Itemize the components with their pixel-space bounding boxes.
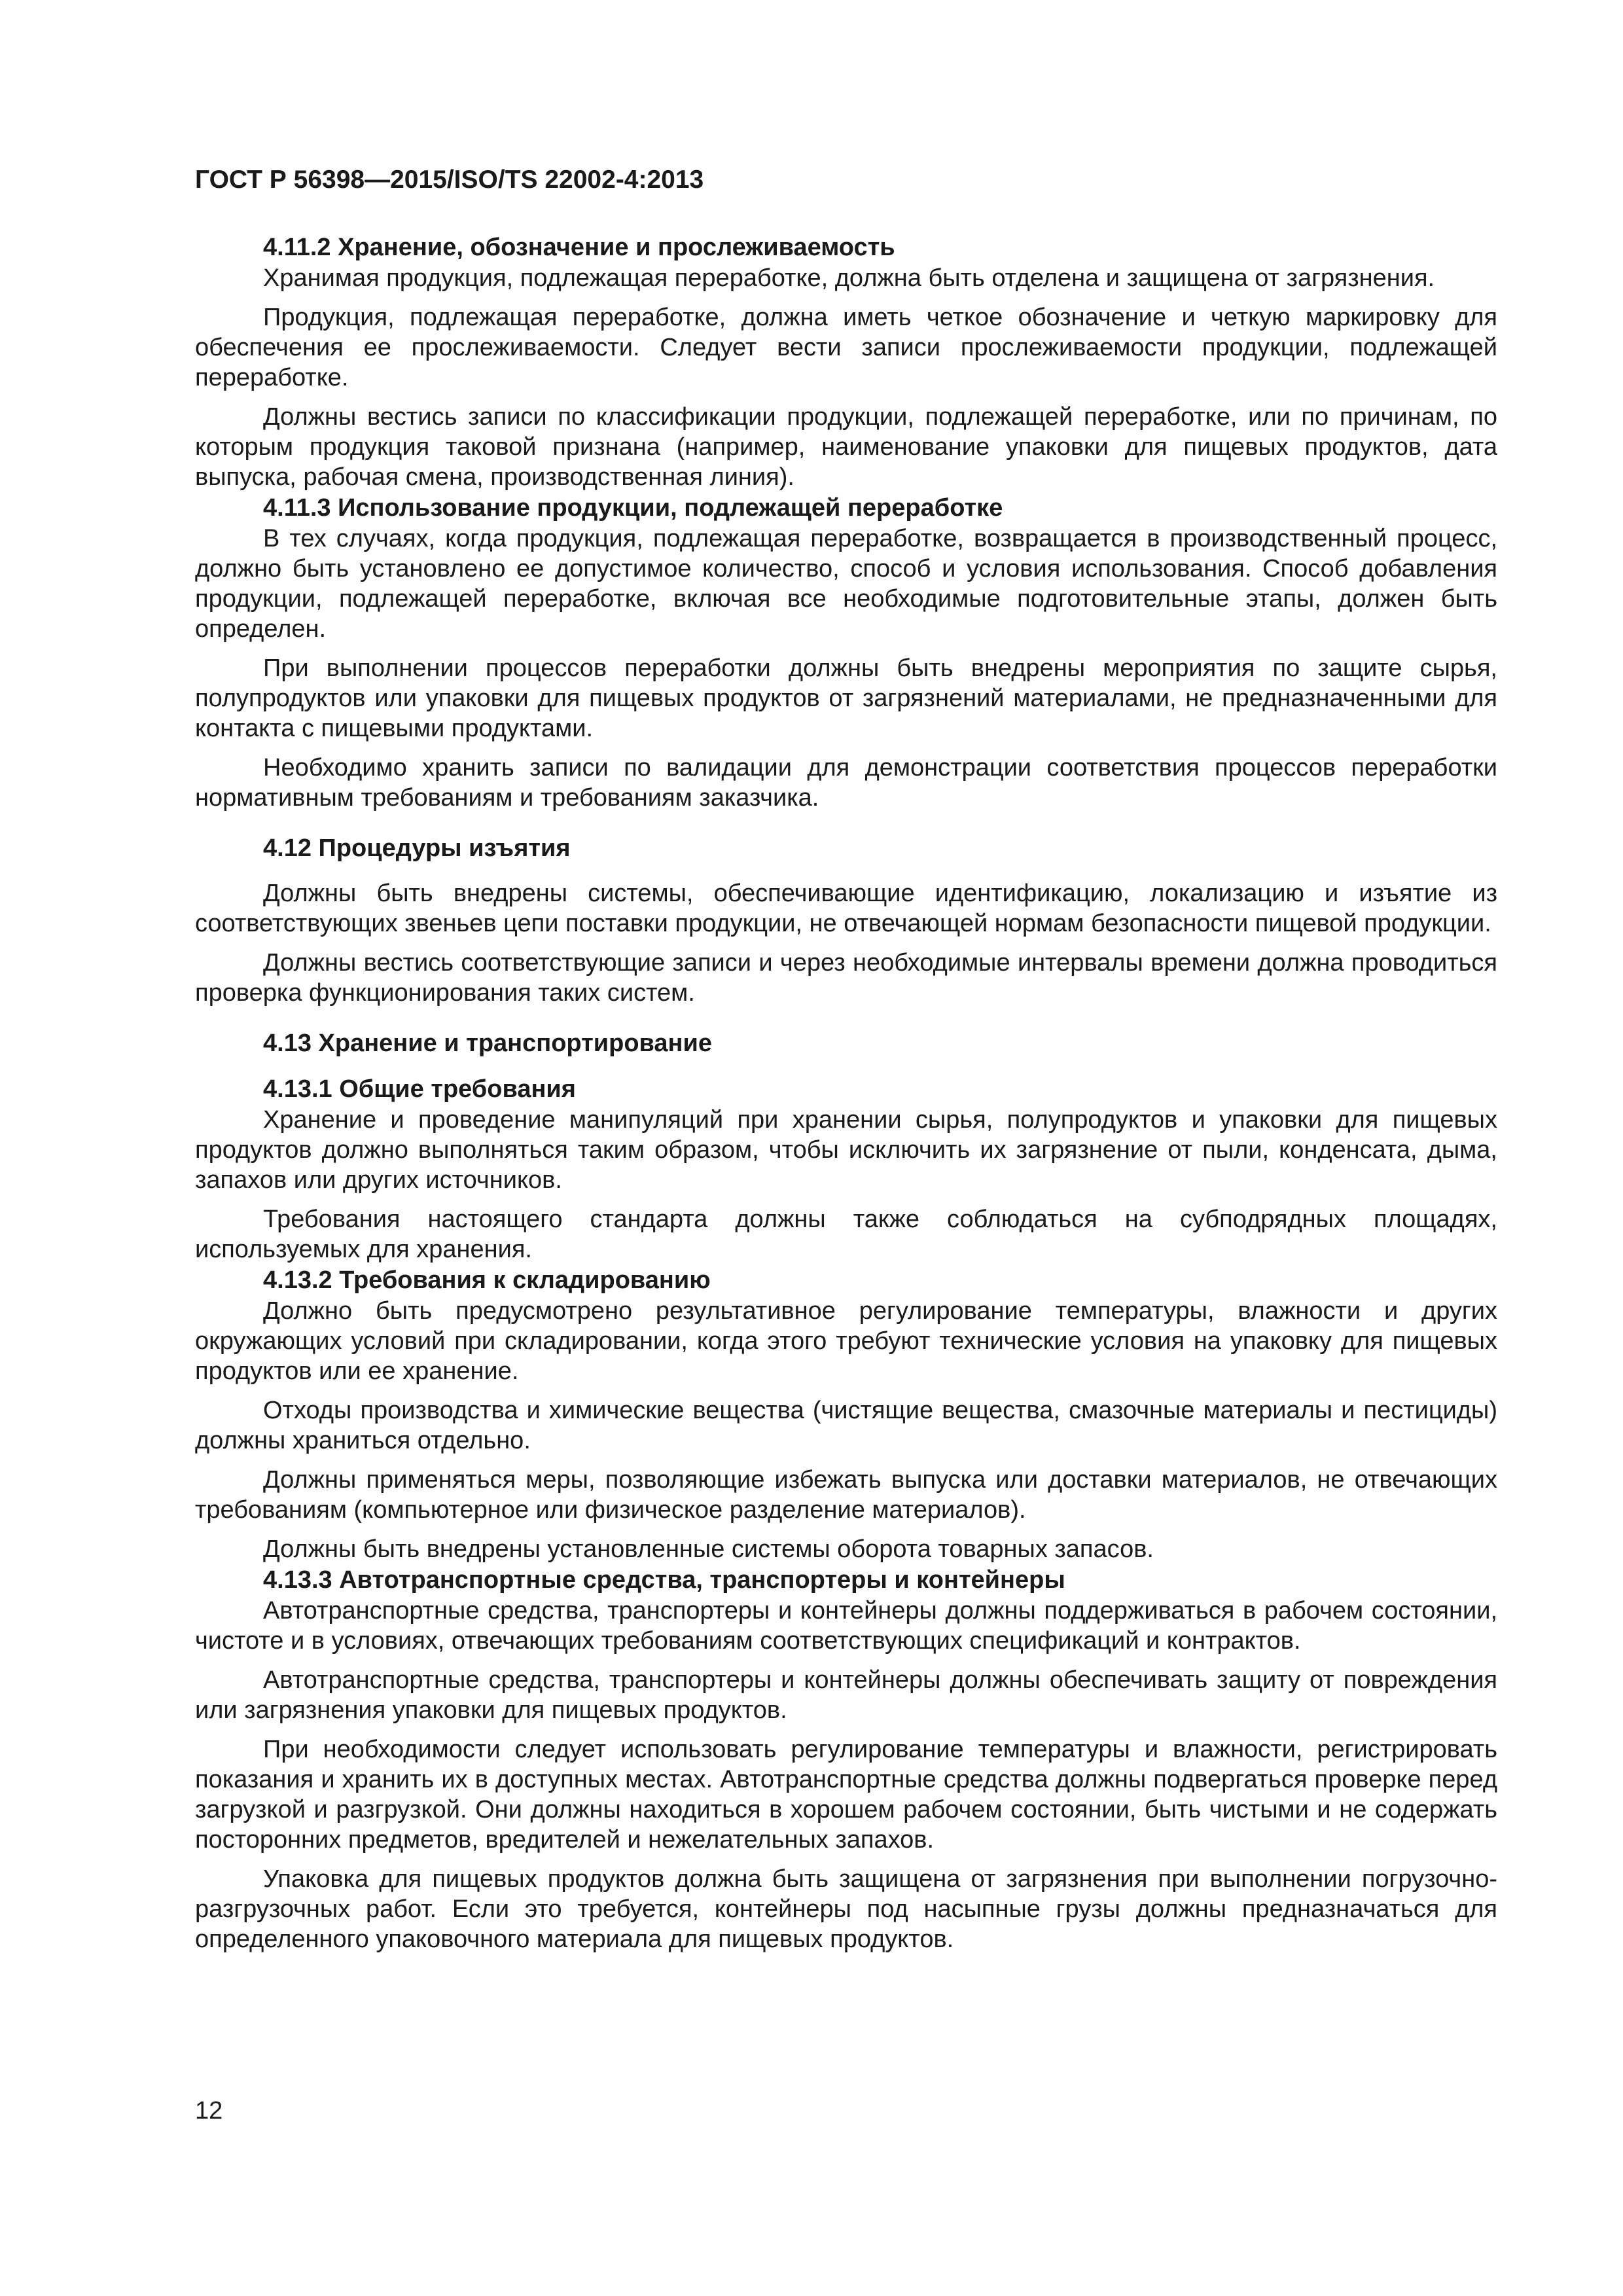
paragraph: Необходимо хранить записи по валидации для демонстрации соответствия процессов переработки нормативным требованиям и требованиям заказчика. bbox=[195, 754, 1497, 812]
paragraph: Должны применяться меры, позволяющие избежать выпуска или доставки материалов, не отвечающих требованиям (компьютерное или физическое разделение материалов). bbox=[195, 1466, 1497, 1524]
paragraph: Должно быть предусмотрено результативное регулирование температуры, влажности и других окружающих условий при складировании, когда этого требуют технические условия на упаковку для пищевых продуктов или ее хранение. bbox=[195, 1297, 1497, 1385]
document-header: ГОСТ Р 56398—2015/ISO/TS 22002-4:2013 bbox=[195, 166, 704, 194]
paragraph: Должны быть внедрены установленные системы оборота товарных запасов. bbox=[263, 1535, 1154, 1563]
document-body bbox=[195, 232, 1497, 1954]
paragraph: Продукция, подлежащая переработке, должна иметь четкое обозначение и четкую маркировку для обеспечения ее прослеживаемости. Следует вести записи прослеживаемости продукции, подлежащей переработке. bbox=[195, 304, 1497, 391]
heading-4-13-3: 4.13.3 Автотранспортные средства, транспортеры и контейнеры bbox=[263, 1566, 1065, 1594]
paragraph: Должны вестись записи по классификации продукции, подлежащей переработке, или по причинам, по которым продукция таковой признана (например, наименование упаковки для пищевых продуктов, дата выпуска, рабочая смена, производственная линия). bbox=[195, 403, 1497, 491]
paragraph: В тех случаях, когда продукция, подлежащая переработке, возвращается в производственный процесс, должно быть установлено ее допустимое количество, способ и условия использования. Способ добавления продукции, подлежащей переработке, включая все необходимые подготовительные этапы, должен быть определен. bbox=[195, 525, 1497, 643]
paragraph: Отходы производства и химические вещества (чистящие вещества, смазочные материалы и пестициды) должны храниться отдельно. bbox=[195, 1397, 1497, 1454]
heading-4-12: 4.12 Процедуры изъятия bbox=[263, 834, 571, 862]
paragraph: При необходимости следует использовать регулирование температуры и влажности, регистрировать показания и хранить их в доступных местах. Автотранспортные средства должны подвергаться проверке перед загрузкой и разгрузкой. Они должны находиться в хорошем рабочем состоянии, быть чистыми и не содержать посторонних предметов, вредителей и нежелательных запахов. bbox=[195, 1736, 1497, 1854]
paragraph: Хранимая продукция, подлежащая переработке, должна быть отделена и защищена от загрязнения. bbox=[263, 264, 1435, 292]
heading-4-11-2: 4.11.2 Хранение, обозначение и прослеживаемость bbox=[263, 234, 895, 261]
paragraph: Должны быть внедрены системы, обеспечивающие идентификацию, локализацию и изъятие из соответствующих звеньев цепи поставки продукции, не отвечающей нормам безопасности пищевой продукции. bbox=[195, 880, 1497, 937]
paragraph: Автотранспортные средства, транспортеры и контейнеры должны обеспечивать защиту от повреждения или загрязнения упаковки для пищевых продуктов. bbox=[195, 1666, 1497, 1724]
heading-4-13: 4.13 Хранение и транспортирование bbox=[263, 1030, 712, 1057]
paragraph: При выполнении процессов переработки должны быть внедрены мероприятия по защите сырья, полупродуктов или упаковки для пищевых продуктов от загрязнений материалами, не предназначенными для контакта с пищевыми продуктами. bbox=[195, 655, 1497, 742]
heading-4-13-1: 4.13.1 Общие требования bbox=[263, 1075, 576, 1103]
paragraph: Упаковка для пищевых продуктов должна быть защищена от загрязнения при выполнении погрузочно-разгрузочных работ. Если это требуется, контейнеры под насыпные грузы должны предназначаться для определенного упаковочного материала для пищевых продуктов. bbox=[195, 1865, 1497, 1953]
heading-4-11-3: 4.11.3 Использование продукции, подлежащей переработке bbox=[263, 494, 1003, 522]
paragraph: Должны вестись соответствующие записи и через необходимые интервалы времени должна проводиться проверка функционирования таких систем. bbox=[195, 949, 1497, 1007]
page-number: 12 bbox=[195, 2097, 223, 2125]
paragraph: Хранение и проведение манипуляций при хранении сырья, полупродуктов и упаковки для пищевых продуктов должно выполняться таким образом, чтобы исключить их загрязнение от пыли, конденсата, дыма, запахов или других источников. bbox=[195, 1106, 1497, 1194]
heading-4-13-2: 4.13.2 Требования к складированию bbox=[263, 1266, 711, 1294]
paragraph: Автотранспортные средства, транспортеры и контейнеры должны поддерживаться в рабочем состоянии, чистоте и в условиях, отвечающих требованиям соответствующих спецификаций и контрактов. bbox=[195, 1597, 1497, 1655]
paragraph: Требования настоящего стандарта должны также соблюдаться на субподрядных площадях, используемых для хранения. bbox=[195, 1206, 1497, 1263]
